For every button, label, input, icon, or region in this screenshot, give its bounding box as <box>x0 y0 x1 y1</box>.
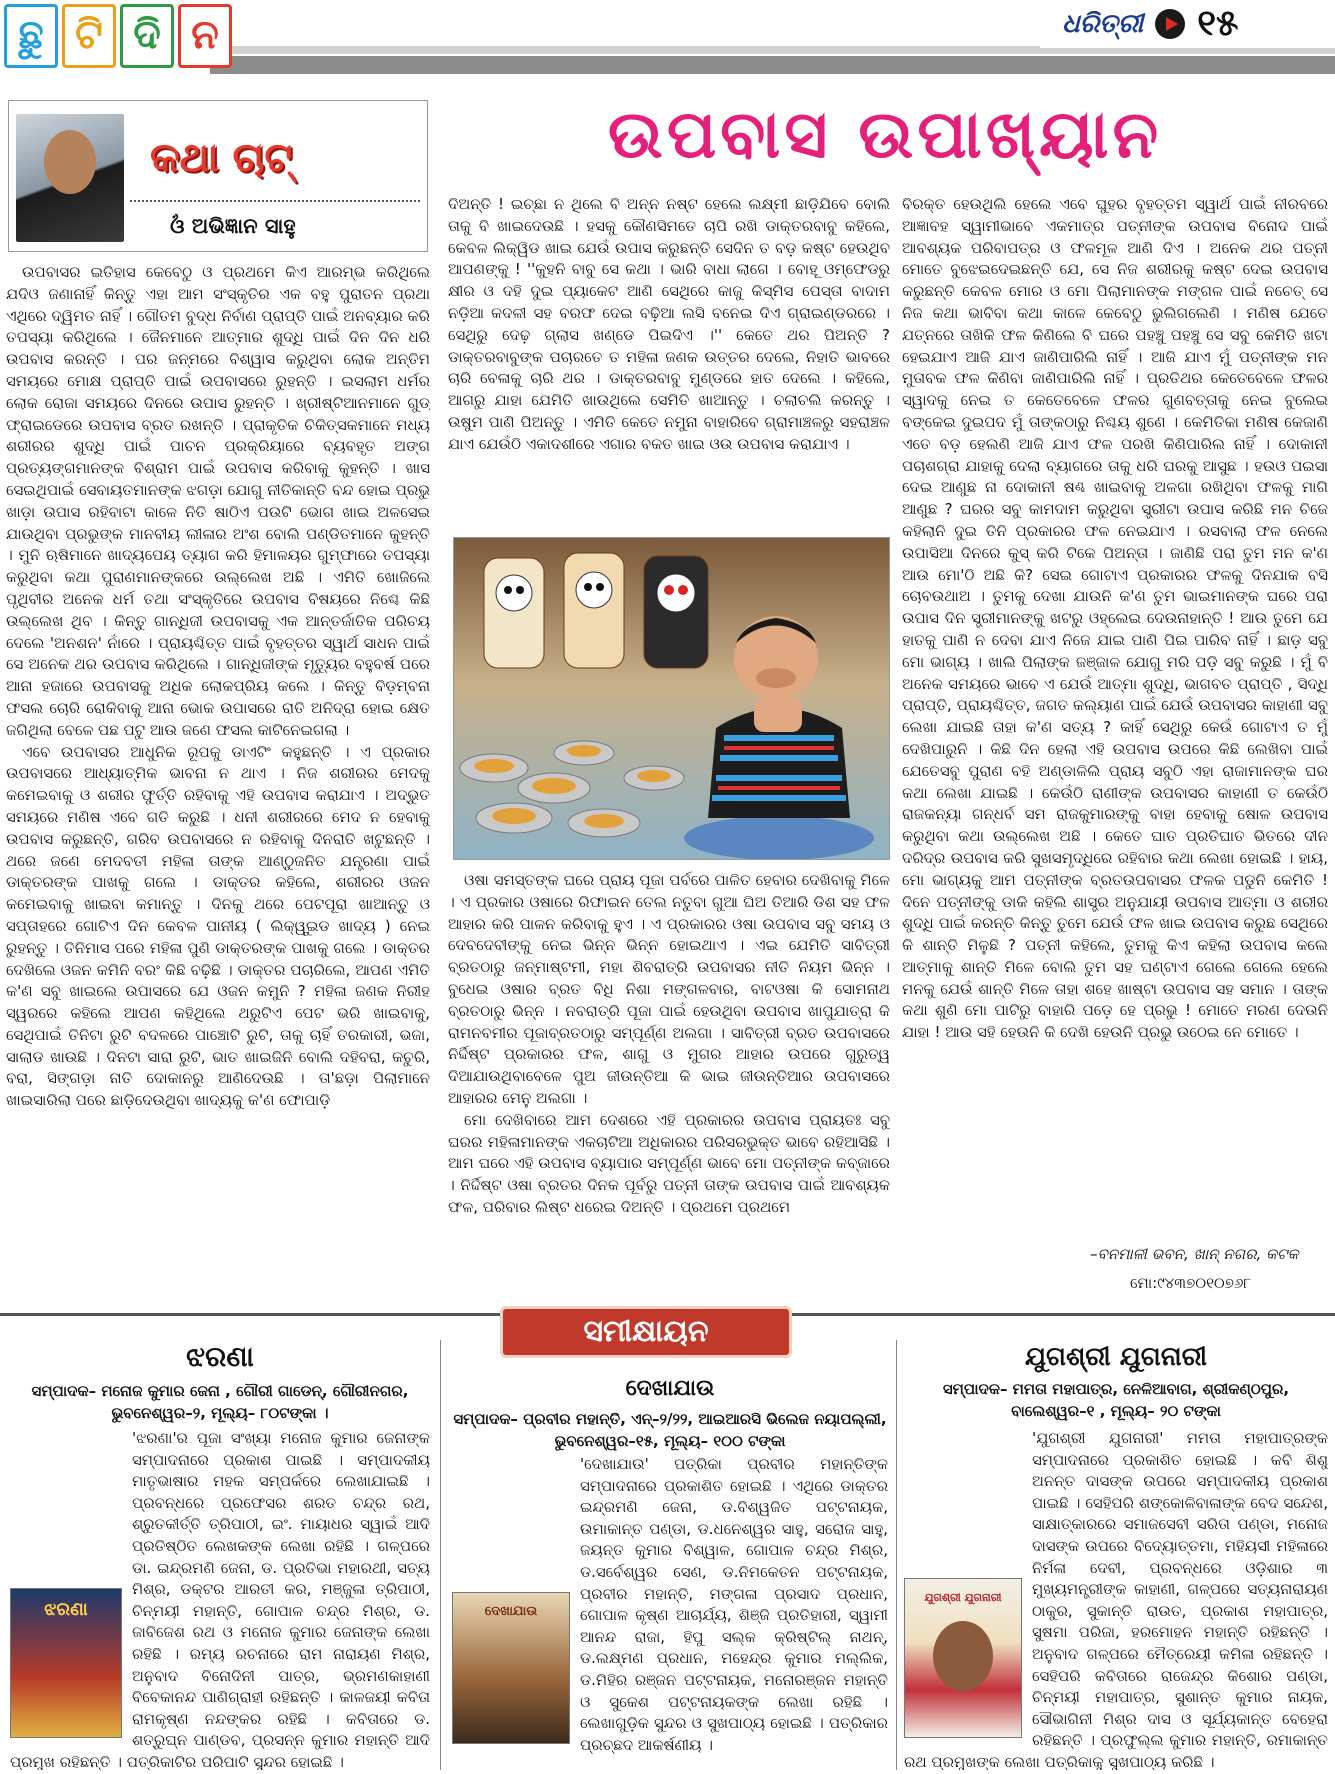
review-cover-title: ଯୁଗଶ୍ରୀ ଯୁଗନାରୀ <box>924 1591 1002 1604</box>
play-icon <box>1155 9 1185 39</box>
article-paragraph: ମୋ ଦେଖିବାରେ ଆମ ଦେଶରେ ଏହି ପ୍ରକାରର ଉପବାସ ପ୍ରାୟତଃ ସବୁ ଘରର ମହିଳାମାନଙ୍କ ଏକଚାଟିଆ ଅଧିକାରର ପରିସରଭୁକ୍ତ ଭାବେ ରହିଆସିଛି । ଆମ ଘରେ ଏହି ଉପବାସ ବ୍ୟାପାର ସମ୍ପୂର୍ଣ୍ଣ ଭାବେ ମୋ ପତ୍ନୀଙ୍କ କବ୍‌ଜାରେ । ନିର୍ଦ୍ଦିଷ୍ଟ ଓଷା ବ୍ରତର ଦିନକ ପୂର୍ବରୁ ପତ୍ନୀ ତାଙ୍କ ଉପବାସ ପାଇଁ ଆବଶ୍ୟକ ଫଳ, ପରିବାର ଲିଷ୍ଟ ଧରେଇ ଦିଅନ୍ତି । ପ୍ରଥମେ ପ୍ରଥମେ <box>448 1110 890 1216</box>
illustration-man-fasting-before-food <box>454 538 890 860</box>
brand-logo: ଧରିତ୍ରୀ <box>1062 8 1144 39</box>
review-meta: ସମ୍ପାଦକ– ମନୋଜ କୁମାର ଜେନା , ଗୌରୀ ଗାଡେନ୍, ଗୌରୀନଗର, ଭୁବନେଶ୍ୱର–୨, ମୂଲ୍ୟ– ୮୦ଟଙ୍କା । <box>31 1382 409 1422</box>
article-paragraph: ଏବେ ଉପବାସର ଆଧୁନିକ ରୂପକୁ ଡାଏଟିଂ କହୁଛନ୍ତି । ଏ ପ୍ରକାର ଉପବାସରେ ଆଧ୍ୟାତ୍ମିକ ଭାବନା ନ ଥାଏ । ନିଜ ଶରୀରର ମେଦକୁ କମେଇବାକୁ ଓ ଶରୀର ଫୁର୍ତ୍ତି ରହିବାକୁ ଏହି ଉପବାସ କରାଯାଏ । ଅଦ୍ଭୁତ ସମୟରେ ମଣିଷ ଏବେ ଗତି କରୁଛି । ଧନୀ ଶରୀରରେ ମେଦ ନ ହେବାକୁ ଉପବାସ କରୁଛନ୍ତି, ଗରିବ ଉପବାସରେ ନ ରହିବାକୁ ଦିନରାତି ଖଟୁଛନ୍ତି । ଥରେ ଜଣେ ମେଦବତୀ ମହିଳା ତାଙ୍କ ଆଣ୍ଠୁଜନିତ ଯନ୍ତ୍ରଣା ପାଇଁ ଡାକ୍ତରଙ୍କ ପାଖକୁ ଗଲେ । ଡାକ୍ତର କହିଲେ, ଶରୀରର ଓଜନ କମେଇବାକୁ ଖାଇବା କମାନ୍ତୁ । ଦିନକୁ ଥରେ ପେଟପୂରା ଖାଆନ୍ତୁ ଓ ସପ୍ତାହରେ ଗୋଟିଏ ଦିନ କେବଳ ପାନୀୟ ( ଲିକ୍ୱୁଇଡ ଖାଦ୍ୟ ) ନେଇ ରୁହନ୍ତୁ । ତିନିମାସ ପରେ ମହିଳା ପୁଣି ଡାକ୍ତରଙ୍କ ପାଖକୁ ଗଲେ । ଡାକ୍ତର ଦେଖିଲେ ଓଜନ କମିନି ବରଂ କିଛି ବଢ଼ିଛି । ଡାକ୍ତର ପଚାରିଲେ, ଆପଣ ଏମିତି କ'ଣ ସବୁ ଖାଇଲେ ଉପାସରେ ଯେ ଓଜନ କମୁନି ? ମହିଳା ଜଣକ ନିରୀହ ସ୍ୱରରେ କହିଲେ ଆପଣ କହିଥିଲେ ଥରୁଟିଏ ପେଟ ଭରି ଖାଇବାକୁ, ସେଥିପାଇଁ ତିନିଟା ରୁଟି ବଦଳରେ ପାଞ୍ଚୋଟି ରୁଟି, ତାକୁ ଚାହିଁ ତରକାରୀ, ଭଜା, ସାଲାଡ ଖାଉଛି । ଦିନଟା ସାରା ରୁଟି, ଭାତ ଖାଇଜିନି ବୋଲି ଦହିବରା, କଚୁରି, ବରା, ସିଙ୍ଗଡ଼ା ନାତି ଦୋକାନରୁ ଆଣିଦେଉଛି । ତା'ଛଡ଼ା ପିଲାମାନେ ଖାଇସାରିଲା ପରେ ଛାଡ଼ିଦେଉଥିବା ଖାଦ୍ୟକୁ କ'ଣ ଫୋପାଡ଼ି <box>6 742 430 1110</box>
article-column-2-top <box>448 194 890 530</box>
article-column-1 <box>6 262 430 1302</box>
review-cover <box>452 1592 570 1744</box>
review-cover-portrait <box>933 1621 993 1691</box>
masthead <box>0 0 1335 80</box>
review-section-banner: ସମୀକ୍ଷାୟନ <box>500 1306 792 1358</box>
article-illustration <box>453 537 890 860</box>
column-rule <box>440 1340 441 1770</box>
article-paragraph: ଦିଅନ୍ତି ! ଇଚ୍ଛା ନ ଥିଲେ ବି ଅନ୍ନ ନଷ୍ଟ ହେଲେ ଲକ୍ଷ୍ମୀ ଛାଡ଼ିଯିବେ ବୋଲି ତାକୁ ବି ଖାଇଦେଉଛି । ହସକୁ କୌଣସିମତେ ଚାପି ରଖି ଡାକ୍ତରବାବୁ କହିଲେ, କେବଳ ଲିକ୍ୱିଡ ଖାଇ ଯେଉଁ ଉପାସ କରୁଛନ୍ତି ସେଦିନ ତ ବଡ଼ କଷ୍ଟ ହେଉଥିବ ଆପଣଙ୍କୁ ! ''କୁହନି ବାବୁ ସେ କଥା । ଭାରି ବାଧା ଲାଗେ । ବୋହୂ ଓମ୍ଫେଡରୁ କ୍ଷୀର ଓ ଦହି ଦୁଇ ପ୍ୟାକେଟ ଆଣି ସେଥିରେ କାଜୁ କିସ୍‌ମିସ ପେସ୍ତା ବାଦାମ ନଡ଼ିଆ କଦଳୀ ସହ ବରଫ ଦେଇ ବଢ଼ିଆ ଲସି ବନେଇ ଦିଏ ଗ୍ରାଇଣ୍ଡରରେ । ସେଥିରୁ ଦେଢ଼ ଗ୍ଲାସ ଖଣ୍ଡେ ପିଇଦିଏ ।'' କେତେ ଥର ପିଅନ୍ତି ? ଡାକ୍ତରବାବୁଙ୍କ ପଚାରତେ ତ ମହିଳା ଜଣକ ଉତ୍ତର ଦେଲେ, ନିହାତି ଭାବରେ ଚାରି ବେଳାକୁ ଚାରି ଥର । ଡାକ୍ତରବାବୁ ମୁଣ୍ଡରେ ହାତ ଦେଲେ । କହିଲେ, ଆଗରୁ ଯାହା ଯେମିତି ଖାଉଥିଲେ ସେମିତି ଖାଆନ୍ତୁ । ଚଲାଚଲି କରନ୍ତୁ । ଉଷୁମ ପାଣି ପିଅନ୍ତୁ । ଏମିତି କେତେ ନମୁନା ବାହାରିବେ ଗ୍ରାମାଞ୍ଚଳରୁ ସହରାଞ୍ଚଳ ଯାଏ ଯେଉଁଠି ଏକାଦଶୀରେ ଏଗାର ବକତ ଖାଇ ଓଉ ଉପବାସ କରାଯାଏ । <box>448 195 890 453</box>
review-body: 'ଝରଣା'ର ପୂଜା ସଂଖ୍ୟା ମନୋଜ କୁମାର ଜେନାଙ୍କ ସମ୍ପାଦନାରେ ପ୍ରକାଶ ପାଇଛି । ସମ୍ପାଦକୀୟ ମାତୃଭାଷାର ମହକ ସମ୍ପର୍କରେ ଲେଖାଯାଇଛି । ପ୍ରବନ୍ଧରେ ପ୍ରଫେସର ଶରତ ଚନ୍ଦ୍ର ରଥ, ଶ୍ରୁତକୀର୍ତ୍ତି ତ୍ରିପାଠୀ, ଇଂ. ମାୟାଧର ସ୍ୱାଇଁ ଆଦି ପ୍ରତିଷ୍ଠିତ ଲେଖକଙ୍କ ଲେଖା ରହିଛି । ଗଳ୍ପରେ ଡା. ଇନ୍ଦ୍ରମଣି ଜେନା, ଡ. ପ୍ରତିଭା ମହାରଥୀ, ସତ୍ୟ ମିଶ୍ର, ଡକ୍ଟର ଆରତୀ କର, ମଞ୍ଜୁଳା ତ୍ରିପାଠୀ, ଚିନ୍ମୟୀ ମହାନ୍ତି, ଗୋପାଳ ଚନ୍ଦ୍ର ମିଶ୍ର, ଡ. ଜାବିଜେଶ ରଥ ଓ ମନୋଜ କୁମାର ଜେନାଙ୍କ ଲେଖା ରହିଛି । ରମ୍ୟ ରଚନାରେ ରାମ ନାରାୟଣ ମିଶ୍ର, ଅନୁବାଦ ବିନୋଦିନୀ ପାତ୍ର, ଭ୍ରମଣକାହାଣୀ ବିବେକାନନ୍ଦ ପାଣିଗ୍ରାହୀ ରହିଛନ୍ତି । କାଳଜୟୀ କବିତା ରାମକୃଷ୍ଣ ନନ୍ଦଙ୍କର ରହିଛି । କବିତାରେ ଡ. ଶତ୍ରୁଘ୍ନ ପାଣ୍ଡବ, ପ୍ରସନ୍ନ କୁମାର ମହାନ୍ତି ଆଦି ପ୍ରମୁଖ ରହିଛନ୍ତି । ପତ୍ରିକାଟିର ପରିପାଟି ସୁନ୍ଦର ହୋଇଛି । <box>10 1429 430 1770</box>
section-letter-4: ନ <box>178 4 232 68</box>
author-address: –ବନମାଳୀ ଭବନ, ଖାନ୍ ନଗର, କଟକ <box>1090 1245 1299 1263</box>
review-text <box>452 1454 888 1770</box>
page-number: ୧୫ <box>1197 3 1239 44</box>
column-rule <box>896 1340 897 1770</box>
review-body: 'ଯୁଗଶ୍ରୀ ଯୁଗନାରୀ' ମମତା ମହାପାତ୍ରଙ୍କ ସମ୍ପାଦନାରେ ପ୍ରକାଶିତ ହୋଇଛି । କବି ଶିଶୁ ଅନନ୍ତ ଦାସଙ୍କ ଉପରେ ସମ୍ପାଦକୀୟ ପ୍ରକାଶ ପାଇଛି । ସେହିପରି ଶଙ୍କୋଳିବାଳାଙ୍କ ବେଦ ସନ୍ଦେଶ, ସାକ୍ଷାତ୍‌କାରରେ ସମାଜସେବୀ ସରିତା ପଣ୍ଡା, ମନୋଜ ଦାସଙ୍କ ଉପରେ ବିଦ୍ୟୋତ୍ତମା, ମହିୟସୀ ମହିଳାରେ ନିର୍ମଳା ଦେବୀ, ପ୍ରବନ୍ଧରେ ଓଡ଼ିଶାର ୩ ମୁଖ୍ୟମନ୍ତ୍ରୀଙ୍କ କାହାଣୀ, ଗଳ୍ପରେ ସତ୍ୟନାରାୟଣ ଠାକୁର, ସୁକାନ୍ତି ରାଉତ, ପ୍ରକାଶ ମହାପାତ୍ର, ସୁଷମା ପରିଜା, ହରମୋହନ ମହାନ୍ତି ରହିଛନ୍ତି । ଅନୁବାଦ ଗଳ୍ପରେ ମୈତ୍ରେୟୀ କମିଳା ରହିଛନ୍ତି । ସେହିପରି କବିତାରେ ରାଜେନ୍ଦ୍ର କିଶୋର ପଣ୍ଡା, ଚିନ୍ମୟୀ ମହାପାତ୍ର, ସୁଶାନ୍ତ କୁମାର ନାୟକ, ସୌଭାଗିନୀ ମିଶ୍ର ଦାସ ଓ ସୂର୍ଯ୍ୟକାନ୍ତ ବେହେରା ରହିଛନ୍ତି । ପ୍ରଫୁଲ୍ଲ କୁମାର ମହାନ୍ତି, ରମାକାନ୍ତ ରଥ ପ୍ରମୁଖଙ୍କ ଲେଖା ପତ୍ରିକାକୁ ସୁଖପାଠ୍ୟ କରିଛି । <box>904 1429 1328 1770</box>
review-text <box>904 1428 1328 1770</box>
review-body: 'ଦେଖାଯାଉ' ପତ୍ରିକା ପ୍ରବୀର ମହାନ୍ତିଙ୍କ ସମ୍ପାଦନାରେ ପ୍ରକାଶିତ ହୋଇଛି । ଏଥିରେ ଡାକ୍ତର ଇନ୍ଦ୍ରମଣି ଜେନା, ଡ.ବିଶ୍ୱଜିତ ପଟ୍ଟନାୟକ, ଉମାକାନ୍ତ ପଣ୍ଡା, ଡ.ଧନେଶ୍ୱର ସାହୁ, ସରୋଜ ସାହୁ, ଜୟନ୍ତ କୁମାର ବିଶ୍ୱାଳ, ଗୋପାଳ ଚନ୍ଦ୍ର ମିଶ୍ର, ଡ.ସର୍ବେଶ୍ୱର ସେଣ, ଡ.ନିମକେତନ ପଟ୍ଟନାୟକ, ପ୍ରବୀର ମହାନ୍ତି, ମଙ୍ଗଳା ପ୍ରସାଦ ପ୍ରଧାନ, ଗୋପାଳ କୃଷ୍ଣ ଆଚାର୍ଯ୍ୟ, ଶିଞ୍ଜି ପ୍ରତିହାରୀ, ସ୍ୱାମୀ ଆନନ୍ଦ ରାଜା, ହିପୁ ସଲ୍‌କ କ୍ରିଷ୍ଟିଲ୍ ନାଥନ୍, ଡ.ଲକ୍ଷ୍ମଣ ପ୍ରଧାନ, ମହେନ୍ଦ୍ର କୁମାର ମଲ୍ଲିକ, ଡ.ମିହିର ରଞ୍ଜନ ପଟ୍ଟନାୟକ, ମନୋରଞ୍ଜନ ମହାନ୍ତି ଓ ସୁକେଶ ପଟ୍ଟନାୟକଙ୍କ ଲେଖା ରହିଛି । ଲେଖାଗୁଡ଼ିକ ସୁନ୍ଦର ଓ ସୁଖପାଠ୍ୟ ହୋଇଛି । ପତ୍ରିକାର ପ୍ରଚ୍ଛଦ ଆକର୍ଷଣୀୟ । <box>580 1455 888 1754</box>
review-title: ଝରଣା <box>186 1340 254 1373</box>
review-cover <box>10 1588 122 1738</box>
masthead-rule <box>210 56 1335 74</box>
column-author: ଓଁ ଅଭିଜ୍ଞାନ ସାହୁ <box>170 214 296 238</box>
review-title: ଦେଖାଯାଉ <box>625 1376 715 1401</box>
article-paragraph: ଓଷା ସମସ୍ତଙ୍କ ଘରେ ପ୍ରାୟ ପୂଜା ପର୍ବରେ ପାଳିତ ହେବାର ଦେଖିବାକୁ ମିଳେ । ଏ ପ୍ରକାର ଓଷାରେ ରିଫାଇନ ତେଲ ନତୁବା ଗୁଆ ଘିଅ ତିଆରି ଡିଶ ସହ ଫଳ ଆହାର କରି ପାଳନ କରିବାକୁ ହୁଏ । ଏ ପ୍ରକାରର ଓଷା ଉପବାସ ସବୁ ସମୟ ଓ ଦେବଦେବୀଙ୍କୁ ନେଇ ଭିନ୍ନ ଭିନ୍ନ ହୋଇଥାଏ । ଏଇ ଯେମିତି ସାବିତ୍ରୀ ବ୍ରତଠାରୁ ଜନ୍ମାଷ୍ଟମୀ, ମହା ଶିବରାତ୍ରି ଉପବାସର ନୀତି ନିୟମ ଭିନ୍ନ । ବୁଧେଇ ଓଷାର ବ୍ରତ ବିଧି ନିଶା ମଙ୍ଗଳବାର, ବାଟଓଷା କି ସୋମନାଥ ବ୍ରତଠାରୁ ଭିନ୍ନ । ନବରାତ୍ରି ପୂଜା ପାଇଁ ହେଉଥିବା ଉପବାସ ଖାପୁଯାତ୍ରା କି ରାମନବମୀର ପୂଜାବ୍ରତଠାରୁ ସମ୍ପୂର୍ଣ୍ଣ ଅଲଗା । ସାବିତ୍ରୀ ବ୍ରତ ଉପବାସରେ ନିର୍ଦ୍ଦିଷ୍ଟ ପ୍ରକାରର ଫଳ, ଶାଗୁ ଓ ମୁଗର ଆହାର ଉପରେ ଗୁରୁତ୍ୱ ଦିଆଯାଉଥିବାବେଳେ ପୁଅ ଜୀଉନ୍ତିଆ କି ଭାଇ ଜୀଉନ୍ତିଆର ଉପବାସରେ ଆହାରର ମେନୁ ଅଲଗା । <box>448 871 890 1107</box>
column-divider <box>130 200 420 202</box>
author-phone: ମୋ:୯୪୩୭୦୧୦୭୬୮ <box>1130 1274 1252 1292</box>
masthead-brand-area <box>1040 0 1335 48</box>
review-title: ଯୁଗଶ୍ରୀ ଯୁଗନାରୀ <box>1024 1342 1207 1372</box>
section-letter-3: ଦି <box>120 4 174 68</box>
review-text <box>10 1428 430 1770</box>
review-cover-title: ଦେଖାଯାଉ <box>484 1604 538 1619</box>
article-title: ଉପବାସ ଉପାଖ୍ୟାନ <box>607 96 1163 173</box>
article-paragraph: ଉପବାସର ଇତିହାସ କେବେଠୁ ଓ ପ୍ରଥମେ କିଏ ଆରମ୍ଭ କରିଥିଲେ ଯଦିଓ ଜଣାନାହିଁ କିନ୍ତୁ ଏହା ଆମ ସଂସ୍କୃତିର ଏକ ବହୁ ପୁରାତନ ପ୍ରଥା ଏଥିରେ ଦ୍ୱିମତ ନାହିଁ । ଗୌତମ ବୁଦ୍ଧ ନିର୍ବାଣ ପ୍ରାପ୍ତି ପାଇଁ ଅନବ୍ୟାର କରି ତପସ୍ୟା କରିଥିଲେ । ଜୈନମାନେ ଆତ୍ମାର ଶୁଦ୍ଧି ପାଇଁ ଦିନ ଦିନ ଧରି ଉପବାସ କରନ୍ତି । ପର ଜନ୍ମରେ ବିଶ୍ୱାସ କରୁଥିବା ଲୋକ ଅନ୍ତିମ ସମୟରେ ମୋକ୍ଷ ପ୍ରାପ୍ତି ପାଇଁ ଉପବାସରେ ରୁହନ୍ତି । ଇସଲାମ ଧର୍ମର ଲୋକ ରୋଜା ସମୟରେ ଦିନରେ ଉପାସ ରୁହନ୍ତି । ଖ୍ରୀଷ୍ଟିଆନମାନେ ଗୁଡ୍ ଫ୍ରାଇଡେରେ ଉପବାସ ବ୍ରତ ରଖନ୍ତି । ପ୍ରାକୃତିକ ଚିକିତ୍ସକମାନେ ମଧ୍ୟ ଶରୀରର ଶୁଦ୍ଧି ପାଇଁ ପାଚନ ପ୍ରକ୍ରିୟାରେ ବ୍ୟବହୃତ ଅଙ୍ଗ ପ୍ରତ୍ୟଙ୍ଗମାନଙ୍କ ବିଶ୍ରାମ ପାଇଁ ଉପବାସ କରିବାକୁ କୁହନ୍ତି । ଖାସ ସେଇଥିପାଇଁ ସେବାୟତମାନଙ୍କ ଝଗଡ଼ା ଯୋଗୁ ନୀତିକାନ୍ତି ବନ୍ଦ ହୋଇ ପ୍ରଭୁ ଖାଡ଼ା ଉପାସ ରହିବାଟା କାଳେ ନିତି ଷାଠିଏ ପଉଟି ଭୋଗ ଖାଇ ଅଳସେଇ ଯାଉଥିବା ପ୍ରଭୁଙ୍କ ମାନବୀୟ ଲୀଳାର ଅଂଶ ବୋଲି ପଣ୍ଡିତମାନେ କୁହନ୍ତି । ମୁନି ଋଷିମାନେ ଖାଦ୍ୟପେୟ ତ୍ୟାଗ କରି ହିମାଳୟର ଗୁମ୍ଫାରେ ତପସ୍ୟା କରୁଥିବା କଥା ପୁରାଣମାନଙ୍କରେ ଉଲ୍ଲେଖ ଅଛି । ଏମିତି ଖୋଜିଲେ ପୃଥିବୀର ଅନେକ ଧର୍ମ ତଥା ସଂସ୍କୃତିରେ ଉପବାସ ବିଷୟରେ ନିଶ୍ଚେ କିଛି ଉଲ୍ଲେଖ ଥିବ । କିନ୍ତୁ ଗାନ୍ଧିଜୀ ଉପବାସକୁ ଏକ ଆନ୍ତର୍ଜାତିକ ପରିଚୟ ଦେଲେ 'ଅନଶନ' ନାଁରେ । ପ୍ରାୟଶ୍ଚିତ୍ତ ପାଇଁ ବୃହତ୍ତର ସ୍ୱାର୍ଥ ସାଧନ ପାଇଁ ସେ ଅନେକ ଥର ଉପବାସ କରିଥିଲେ । ଗାନ୍ଧିଜୀଙ୍କ ମୃତ୍ୟୁର ବହୁବର୍ଷ ପରେ ଆନା ହଜାରେ ଉପବାସକୁ ଅଧିକ ଲୋକପ୍ରିୟ କଲେ । କିନ୍ତୁ ବିଡ଼ମ୍ବନା ଫସଲ ଚୋରି ରୋକିବାକୁ ଆନା ଭୋକ ଉପାସରେ ରାତି ଅନିଦ୍ରା ହୋଇ କ୍ଷେତ ଜଗିଥିଲା ବେଳେ ପଛ ପଟୁ ଆଉ ଜଣେ ଫସଲ କାଟିନେଇଗଲା । <box>6 263 430 739</box>
article-paragraph: ବିରକ୍ତ ହେଉଥିଲି ହେଲେ ଏବେ ଘୁହର ବୃହତ୍ତମ ସ୍ୱାର୍ଥ ପାଇଁ ନୀରବରେ ଆଜ୍ଞାବହ ସ୍ୱାମୀଭାବେ ଏକମାତ୍ର ପତ୍ନୀଙ୍କ ଉପବାସ ବିନୋଦ ପାଇଁ ଆବଶ୍ୟକ ପରିବାପତ୍ର ଓ ଫଳମୂଳ ଆଣି ଦିଏ । ଅନେକ ଥର ପତ୍ନୀ ମୋତେ ବୁଝେଇଦେଇଛନ୍ତି ଯେ, ସେ ନିଜ ଶରୀରକୁ କଷ୍ଟ ଦେଇ ଉପବାସ କରୁଛନ୍ତି କେବଳ ମୋର ଓ ମୋ ପିଲାମାନଙ୍କ ମଙ୍ଗଳ ପାଇଁ ନଚେତ୍ ସେ ନିଜ କଥା ଭାବିବା କଥା କାଳେ କେବେଠୁ ଭୁଲିଗଲେଣି । ମଣିଷ ଯେତେ ଯତ୍ନରେ ତାଖିକି ଫଳ କିଣିଲେ ବି ଘରେ ପହଞ୍ଚୁ ପହଞ୍ଚୁ ସେ ସବୁ କେମିତି ଖଟା ହେଇଯାଏ ଆଜି ଯାଏ ଜାଣିପାରିଲି ନାହିଁ । ଆଜି ଯାଏ ମୁଁ ପତ୍ନୀଙ୍କ ମନ ମୁତାବକ ଫଳ କିଣିବା ଜାଣିପାରିଲି ନାହିଁ । ପ୍ରତିଥର କେତେବେଳେ ଫଳର ସ୍ୱାଦକୁ ନେଇ ତ କେତେବେଳେ ଫଳର ଗୁଣବତ୍ତାକୁ ନେଇ ବୁଲେଇ ବଙ୍କେଇ ଦୁଇପଦ ମୁଁ ତାଙ୍କଠାରୁ ନିଶ୍ଚୟ ଶୁଣେ । କେମିତିକା ମଣିଷ କେଜାଣି ଏତେ ବଡ଼ ହେଲଣି ଆଜି ଯାଏ ଫଳ ପରଖି କିଣିପାରିଲ ନାହିଁ । ଦୋକାନୀ ପଚାଶଗ୍ରା ଯାହାକୁ ଦେଲା ବ୍ୟାଗରେ ତାକୁ ଧରି ଘରକୁ ଆସୁଛ । ହଉଓ ପଇସା ଦେଇ ଆଣୁଛ ନା ଦୋକାନୀ ଷଣ୍ଢ ଖାଇବାକୁ ଅଳଗା ରଖିଥିବା ଫଳକୁ ମାଗି ଆଣୁଛ ? ଘରର ସବୁ କାମଦାମ କରୁଥିବା ସ୍ତ୍ରୀଟା ଉପାସ କରିଛି ମନ ଚିଜେ କହିଲାନି ଦୁଇ ତିନି ପ୍ରକାରର ଫଳ ନେଇଯାଏ । ରସବାଲା ଫଳ ନେଲେ ଉପାସିଆ ଦିନରେ କୁସ୍ କରି ଟିକେ ପିଅନ୍ତା । ଜାଣିଛି ପରା ତୁମ ମନ କ'ଣ ଆଉ ମୋ'ଠି ଅଛି କି? ସେଇ ଗୋଟାଏ ପ୍ରକାରର ଫଳକୁ ଦିନଯାକ ବସି ଚୋବଉଥାଅ । ତୁମକୁ ଦେଖା ଯାଉନି କ'ଣ ତୁମ ଭାଇମାନଙ୍କ ଘରେ ପରା ଉପାସ ଦିନ ସ୍ତ୍ରୀମାନଙ୍କୁ ଖଟରୁ ଓହ୍ଲେଇ ଦେଉନାହାନ୍ତି ! ଆଉ ତୁମେ ଯେ ହାତକୁ ପାଣି ନ ଦେବା ଯାଏ ନିଜେ ଯାଇ ପାଣି ପିଇ ପାରିବ ନାହିଁ । ଛାଡ଼ ସବୁ ମୋ ଭାଗ୍ୟ । ଖାଲି ପିଲାଙ୍କ ଜଞ୍ଜାଳ ଯୋଗୁ ମରି ପଡ଼ି ସବୁ କରୁଛି । ମୁଁ ବି ଅନେକ ସମୟରେ ଭାବେ ଏ ଯେଉଁ ଆତ୍ମା ଶୁଦ୍ଧି, ଭାଗବତ ପ୍ରାପ୍ତି , ସିଦ୍ଧି ପ୍ରାପ୍ତି, ପ୍ରାୟଶ୍ଚିତ୍ତ, ଜଗତ କଲ୍ୟାଣ ପାଇଁ ଯେଉଁ ଉପବାସର କାହାଣୀ ସବୁ ଲେଖା ଯାଇଛି ତାହା କ'ଣ ସତ୍ୟ ? କାହିଁ ସେଥିରୁ କେଉଁ ଗୋଟାଏ ତ ମୁଁ ଦେଖିପାରୁନି । କିଛି ଦିନ ହେଲା ଏହି ଉପବାସ ଉପରେ କିଛି ଲେଖିବା ପାଇଁ ଯେତେସବୁ ପୁରାଣ ବହି ଅଣ୍ଡାଳିଲି ପ୍ରାୟ ସବୁଠି ଏହା ରାଜାମାନଙ୍କ ଘର କଥା ଲେଖା ଯାଇଛି । କେଉଁଠି ରାଣୀଙ୍କ ଉପବାସର କାହାଣୀ ତ କେଉଁଠି ରାଜକନ୍ୟା ଗନ୍ଧର୍ବ ସମ ରାଜକୁମାରଙ୍କୁ ବାହା ହେବାକୁ ଷୋଳ ଉପବାସ କରୁଥିବା କଥା ଉଲ୍ଲେଖ ଅଛି । କେତେ ଘାତ ପ୍ରତିଘାତ ଭିତରେ ଦୀନ ଦରିଦ୍ର ଉପବାସ କରି ସୁଖସମୃଦ୍ଧିରେ ରହିବାର କଥା ଲେଖା ହୋଇଛି । ହାୟ, ମୋ ଭାଗ୍ୟକୁ ଆମ ପତ୍ନୀଙ୍କ ବ୍ରତଉପବାସର ଫଳକ ପଡୁନି କେମିତି ! ଦିନେ ପତ୍ନୀଙ୍କୁ ଡାକି କହିଲି ଶାସ୍ତ୍ର ଅନୁଯାୟୀ ଉପବାସ ଆତ୍ମା ଓ ଶରୀର ଶୁଦ୍ଧି ପାଇଁ କରନ୍ତି କିନ୍ତୁ ତୁମେ ଯେଉଁ ଫଳ ଖାଇ ଉପବାସ କରୁଛ ସେଥିରେ କି ଶାନ୍ତି ମିଳୁଛି ? ପତ୍ନୀ କହିଲେ, ତୁମକୁ କିଏ କହିଲା ଉପବାସ କଲେ ଆତ୍ମାକୁ ଶାନ୍ତି ମିଳେ ବୋଲି ତୁମ ସହ ଘଣ୍ଟାଏ ଗେଲେ ଗେଲେ ହେଲେ ମନକୁ ଯେଉଁ ଶାନ୍ତି ମିଳେ ତାହା ଶହେ ଖାଷ୍ଟା ଉପବାସ ସହ ସମାନ । ତାଙ୍କ କଥା ଶୁଣି ମୋ ପାଟିରୁ ବାହାରି ପଡ଼େ ହେ ପ୍ରଭୁ ! ମୋତେ ମରଣ ଦେଉନି ଯାହା ! ଆଉ ସହି ହେଉନି କି ଦେଖି ହେଉନି ପ୍ରଭୁ ଉଠେଇ ନେ ମୋତେ । <box>902 195 1328 1042</box>
review-meta: ସମ୍ପାଦକ– ମମତା ମହାପାତ୍ର, ନେଳିଆବାଗ, ଶ୍ରୀକଣ୍ଠପୁର, ବାଲେଶ୍ୱର–୧ , ମୂଲ୍ୟ– ୨୦ ଟଙ୍କା <box>942 1380 1290 1420</box>
article-column-3 <box>902 194 1328 1244</box>
author-face <box>44 130 96 194</box>
review-meta: ସମ୍ପାଦକ– ପ୍ରବୀର ମହାନ୍ତି, ଏନ୍–୨/୨୨, ଆଇଆରସି ଭିଲେଜ ନୟାପଲ୍ଲୀ, ଭୁବନେଶ୍ୱର–୧୫, ମୂଲ୍ୟ– ୧୦୦ ଟଙ୍କା <box>453 1410 887 1450</box>
review-cover <box>904 1578 1022 1738</box>
section-name <box>4 4 232 68</box>
section-letter-2: ଟି <box>62 4 116 68</box>
section-letter-1: ଛୁ <box>4 4 58 68</box>
review-cover-title: ଝରଣା <box>44 1599 88 1620</box>
article-column-2-bottom <box>448 870 890 1310</box>
column-title: କଥା ଚାଟ୍ <box>150 135 293 181</box>
